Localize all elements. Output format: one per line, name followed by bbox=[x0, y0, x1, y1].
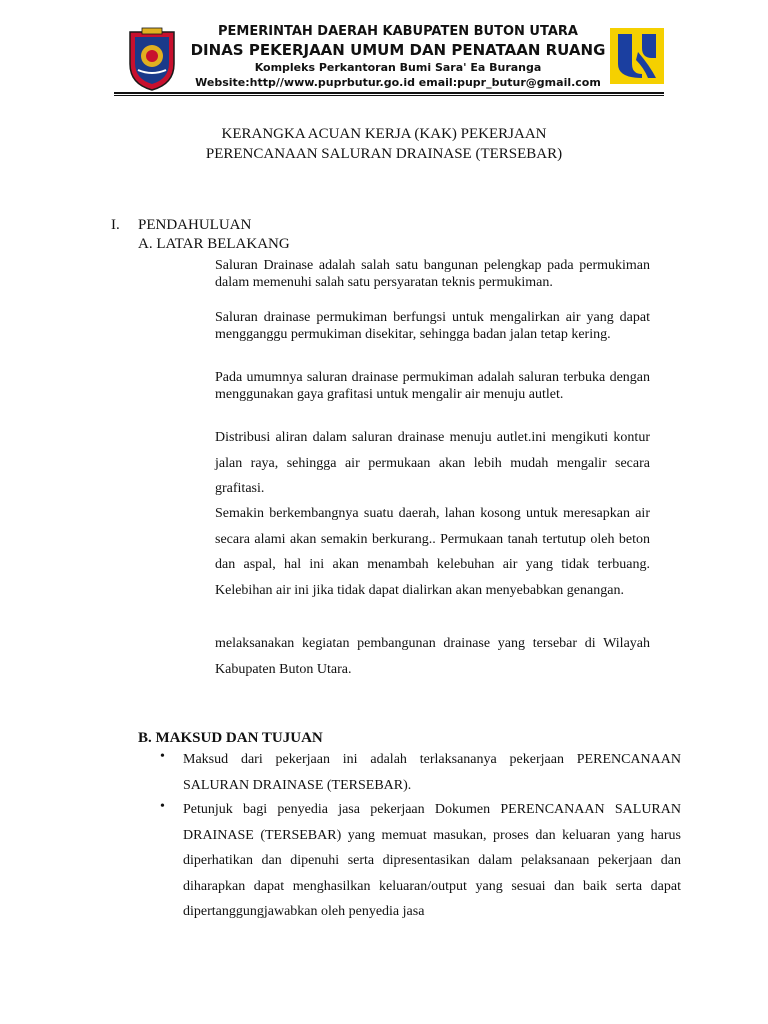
document-title bbox=[0, 124, 768, 164]
letterhead-rule-thick bbox=[114, 92, 664, 94]
subsection-heading-a: A. LATAR BELAKANG bbox=[138, 236, 290, 252]
paragraph-1: Saluran Drainase adalah salah satu bangunan pelengkap pada permukiman dalam memenuhi salah satu persyaratan teknis permukiman. bbox=[215, 258, 650, 290]
section-number: I. bbox=[111, 217, 120, 233]
agency-address: Kompleks Perkantoran Bumi Sara' Ea Buranga bbox=[254, 61, 542, 74]
bullet-icon: • bbox=[160, 749, 165, 764]
paragraph-3: Pada umumnya saluran drainase permukiman adalah saluran terbuka dengan menggunakan gaya grafitasi untuk mengalir air menuju autlet. bbox=[215, 370, 650, 402]
paragraph-2: Saluran drainase permukiman berfungsi untuk mengalirkan air yang dapat mengganggu permukiman disekitar, sehingga badan jalan tetap kering. bbox=[215, 310, 650, 342]
government-name: PEMERINTAH DAERAH KABUPATEN BUTON UTARA bbox=[218, 24, 578, 39]
title-line-2: PERENCANAAN SALURAN DRAINASE (TERSEBAR) bbox=[205, 146, 563, 162]
letterhead-rule-thin bbox=[114, 95, 664, 96]
letterhead bbox=[110, 20, 665, 92]
bullet-item-1: Maksud dari pekerjaan ini adalah terlaksananya pekerjaan PERENCANAAN SALURAN DRAINASE (TERSEBAR). bbox=[183, 752, 681, 793]
section-heading: PENDAHULUAN bbox=[138, 217, 252, 233]
paragraph-4: Distribusi aliran dalam saluran drainase menuju autlet.ini mengikuti kontur jalan raya, sehingga air permukaan akan lebih mudah mengalir secara grafitasi. bbox=[215, 430, 650, 496]
agency-contact: Website:http//www.puprbutur.go.id email:pupr_butur@gmail.com bbox=[195, 76, 601, 89]
agency-name: DINAS PEKERJAAN UMUM DAN PENATAAN RUANG bbox=[190, 41, 606, 59]
letterhead-text bbox=[186, 24, 610, 90]
title-line-1: KERANGKA ACUAN KERJA (KAK) PEKERJAAN bbox=[221, 126, 547, 142]
regency-emblem-icon bbox=[124, 26, 180, 92]
paragraph-6: melaksanakan kegiatan pembangunan drainase yang tersebar di Wilayah Kabupaten Buton Utara. bbox=[215, 636, 650, 677]
bullet-icon: • bbox=[160, 799, 165, 814]
subsection-heading-b: B. MAKSUD DAN TUJUAN bbox=[138, 730, 323, 746]
pupr-logo-icon bbox=[610, 28, 664, 84]
bullet-item-2: Petunjuk bagi penyedia jasa pekerjaan Dokumen PERENCANAAN SALURAN DRAINASE (TERSEBAR) yang memuat masukan, proses dan keluaran yang harus diperhatikan dan dipenuhi serta dipresentasikan dalam pelaksanaan pekerjaan dan diharapkan dapat menghasilkan keluaran/output yang sesuai dan baik serta dapat dipertanggungjawabkan oleh penyedia jasa bbox=[183, 802, 681, 919]
paragraph-5: Semakin berkembangnya suatu daerah, lahan kosong untuk meresapkan air secara alami akan semakin berkurang.. Permukaan tanah tertutup oleh beton dan aspal, hal ini akan menambah kelebuhan air yang tidak terbuang. Kelebihan air ini jika tidak dapat dialirkan akan menyebabkan genangan. bbox=[215, 506, 650, 598]
